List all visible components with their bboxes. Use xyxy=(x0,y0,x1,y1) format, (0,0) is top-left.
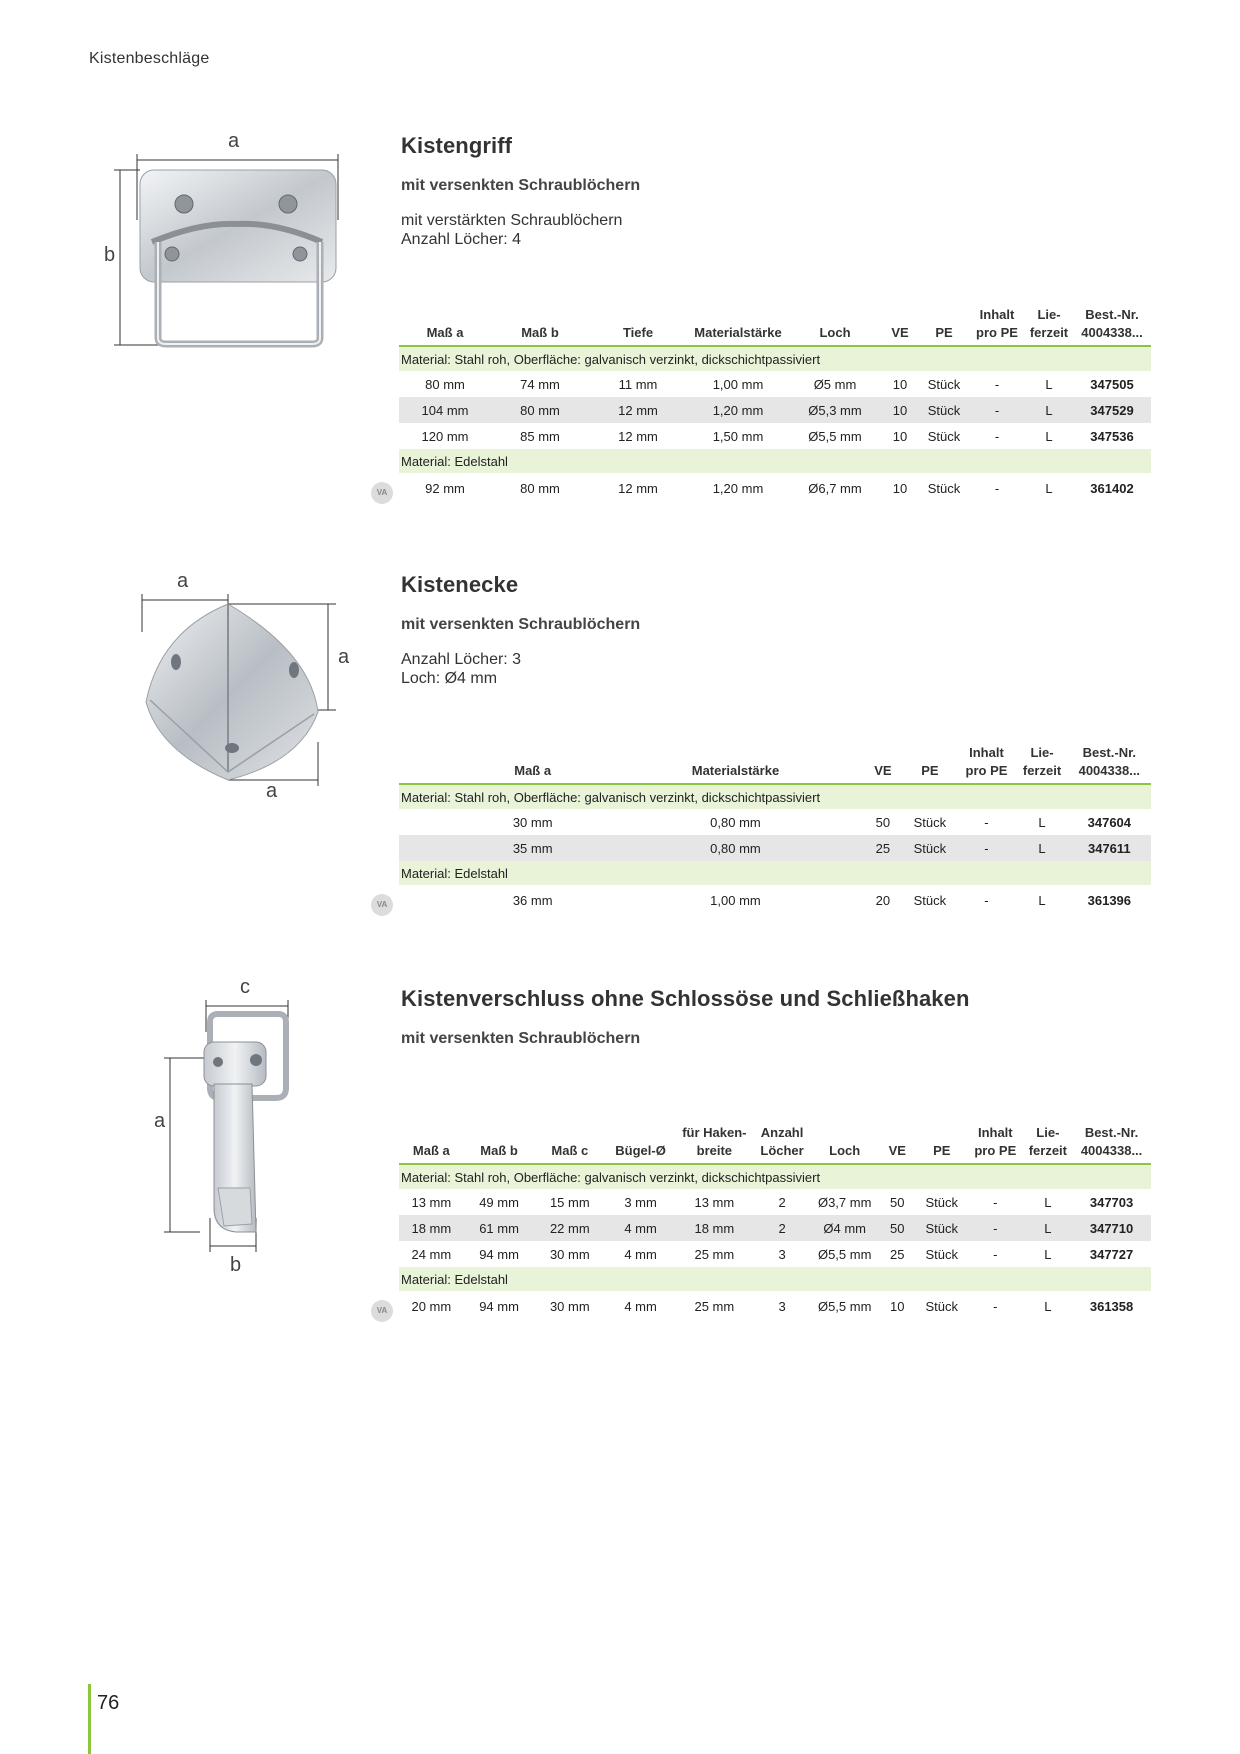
table-row xyxy=(399,473,1151,503)
column-header: Maß b xyxy=(480,1143,518,1158)
order-number-cell: 361396 xyxy=(1087,892,1132,908)
table-cell: 4 mm xyxy=(624,1298,657,1314)
order-number-cell: 361358 xyxy=(1089,1298,1134,1314)
table-cell: 18 mm xyxy=(399,1215,464,1241)
column-header: PE xyxy=(933,1143,951,1158)
table-cell: Material: Stahl roh, Oberfläche: galvanisch verzinkt, dickschichtpassiviert xyxy=(399,784,1151,809)
column-header: für Haken-breite xyxy=(682,1125,747,1158)
table-cell: 94 mm xyxy=(479,1298,519,1314)
dim-label-b: b xyxy=(230,1254,242,1276)
dim-label-b: b xyxy=(104,244,116,266)
folio-bar xyxy=(88,1684,91,1754)
table-cell: 20 xyxy=(875,892,891,908)
table-cell: Stück xyxy=(913,892,947,908)
table-cell: Material: Edelstahl xyxy=(399,861,1151,885)
material-row xyxy=(399,346,1151,371)
product-subtitle: mit versenkten Schraublöchern xyxy=(401,177,641,194)
table-cell: 18 mm xyxy=(676,1215,753,1241)
material-row xyxy=(399,449,1151,473)
column-header: Materialstärke xyxy=(694,325,782,340)
order-number-cell: 347710 xyxy=(1072,1215,1151,1241)
order-number-cell: 347505 xyxy=(1090,376,1134,392)
table-cell: Ø3,7 mm xyxy=(817,1194,872,1210)
table-cell: - xyxy=(957,835,1017,861)
table-row xyxy=(399,1215,1151,1241)
table-cell: 10 xyxy=(892,428,908,444)
order-number-cell: 347604 xyxy=(1087,814,1132,830)
kistenverschluss-drawing xyxy=(140,976,340,1278)
table-cell: 1,20 mm xyxy=(712,480,764,496)
column-header: Lie-ferzeit xyxy=(1028,1125,1067,1158)
column-header: Tiefe xyxy=(622,325,654,340)
order-number-cell: 347529 xyxy=(1073,397,1151,423)
table-cell: Ø5,5 mm xyxy=(808,428,862,444)
column-header: Best.-Nr. 4004338... xyxy=(1081,307,1143,340)
table-cell: L xyxy=(1044,1194,1052,1210)
column-header: Best.-Nr. 4004338... xyxy=(1080,1125,1143,1158)
dim-label-a-top: a xyxy=(177,570,189,592)
table-cell: - xyxy=(994,480,1000,496)
column-header: Inhalt pro PE xyxy=(976,307,1018,340)
description-line: Loch: Ø4 mm xyxy=(401,670,498,687)
table-cell: L xyxy=(1024,1215,1073,1241)
dim-label-c: c xyxy=(240,976,250,998)
table-header-row xyxy=(399,304,1151,346)
table-cell: 2 xyxy=(753,1215,812,1241)
table-row xyxy=(399,1189,1151,1215)
product-subtitle: mit versenkten Schraublöchern xyxy=(401,1030,641,1047)
column-header: PE xyxy=(921,763,939,778)
table-cell: 10 xyxy=(892,376,908,392)
table-cell: - xyxy=(984,892,989,908)
table-row xyxy=(399,835,1151,861)
table-cell: 104 mm xyxy=(399,397,491,423)
table-cell: Stück xyxy=(927,480,961,496)
table-cell: 0,80 mm xyxy=(608,835,862,861)
column-header: Bügel-Ø xyxy=(615,1143,666,1158)
table-cell: - xyxy=(994,428,1000,444)
table-cell: 3 mm xyxy=(624,1194,657,1210)
table-cell: - xyxy=(993,1246,998,1262)
product-title: Kistenverschluss ohne Schlossöse und Schließhaken xyxy=(401,986,970,1011)
table-cell: 22 mm xyxy=(534,1215,605,1241)
table-cell: Stück xyxy=(927,376,961,392)
table-cell: Ø6,7 mm xyxy=(808,480,862,496)
table-cell: L xyxy=(1045,480,1053,496)
table-cell: 120 mm xyxy=(421,428,469,444)
order-number-cell: 347703 xyxy=(1089,1194,1134,1210)
table-cell: 80 mm xyxy=(491,397,589,423)
table-cell: L xyxy=(1038,814,1046,830)
product-subtitle: mit versenkten Schraublöchern xyxy=(401,616,641,633)
table-cell: L xyxy=(1016,835,1067,861)
table-cell: 25 xyxy=(863,835,904,861)
table-cell: Stück xyxy=(927,428,961,444)
table-cell: 15 mm xyxy=(549,1194,590,1210)
table-row xyxy=(399,423,1151,449)
table-cell: - xyxy=(993,1194,998,1210)
table-row xyxy=(399,885,1151,915)
table-cell: - xyxy=(967,1215,1024,1241)
table-cell: - xyxy=(994,376,1000,392)
table-cell: 61 mm xyxy=(464,1215,535,1241)
table-cell: 12 mm xyxy=(618,480,658,496)
table-row xyxy=(399,1291,1151,1321)
table-cell: 24 mm xyxy=(411,1246,452,1262)
table-cell: 4 mm xyxy=(624,1246,657,1262)
table-cell: L xyxy=(1038,892,1046,908)
order-number-cell: 347727 xyxy=(1089,1246,1134,1262)
table-cell: 1,20 mm xyxy=(687,397,789,423)
dim-label-a: a xyxy=(154,1110,166,1132)
table-cell: 35 mm xyxy=(399,835,608,861)
running-head: Kistenbeschläge xyxy=(89,50,210,67)
column-header: VE xyxy=(891,325,909,340)
table-cell: 3 xyxy=(778,1246,786,1262)
table-cell: Material: Edelstahl xyxy=(399,449,1151,473)
table-cell: 30 mm xyxy=(512,814,553,830)
table-cell: L xyxy=(1044,1246,1052,1262)
column-header: Maß a xyxy=(514,763,552,778)
order-number-cell: 347536 xyxy=(1090,428,1134,444)
table-cell: 50 xyxy=(875,814,891,830)
table-cell: Stück xyxy=(919,397,969,423)
product-description xyxy=(401,650,1161,688)
table-header-row xyxy=(399,1122,1151,1164)
column-header: Loch xyxy=(819,325,851,340)
table-cell: Ø5,5 mm xyxy=(817,1246,872,1262)
product-title: Kistengriff xyxy=(401,133,513,158)
table-cell: 80 mm xyxy=(425,376,465,392)
table-cell: 1,00 mm xyxy=(710,892,761,908)
column-header: VE xyxy=(888,1143,906,1158)
column-header: Maß c xyxy=(551,1143,589,1158)
kistengriff-drawing xyxy=(100,130,360,380)
spec-table-kistengriff xyxy=(399,304,1151,503)
description-line: mit verstärkten Schraublöchern xyxy=(401,212,623,229)
va-badge-icon: VA xyxy=(371,482,393,504)
table-cell: Ø5,5 mm xyxy=(817,1298,872,1314)
material-row xyxy=(399,784,1151,809)
table-cell: Stück xyxy=(916,1215,967,1241)
va-badge-icon: VA xyxy=(371,894,393,916)
dim-label-a-right: a xyxy=(338,646,350,668)
order-number-cell: 347611 xyxy=(1068,835,1151,861)
column-header: Lie-ferzeit xyxy=(1022,745,1062,778)
table-cell: 20 mm xyxy=(411,1298,452,1314)
table-cell: 25 mm xyxy=(694,1246,735,1262)
table-cell: 11 mm xyxy=(618,376,658,392)
column-header: PE xyxy=(935,325,953,340)
table-cell: 4 mm xyxy=(605,1215,676,1241)
column-header: Lie-ferzeit xyxy=(1029,307,1069,340)
order-number-cell: 361402 xyxy=(1090,480,1134,496)
table-row xyxy=(399,397,1151,423)
table-cell: 10 xyxy=(890,1298,905,1314)
kistenecke-drawing xyxy=(120,572,360,812)
table-cell: - xyxy=(984,814,989,830)
table-cell: 80 mm xyxy=(520,480,560,496)
table-cell: 36 mm xyxy=(512,892,553,908)
table-cell: Stück xyxy=(925,1194,958,1210)
table-cell: 85 mm xyxy=(520,428,560,444)
dim-label-a: a xyxy=(228,130,240,152)
table-cell: L xyxy=(1025,397,1073,423)
table-cell: L xyxy=(1044,1298,1052,1314)
description-line: Anzahl Löcher: 3 xyxy=(401,651,522,668)
table-cell: 13 mm xyxy=(694,1194,735,1210)
column-header: Materialstärke xyxy=(691,763,780,778)
table-cell: 12 mm xyxy=(589,397,687,423)
product-title: Kistenecke xyxy=(401,572,519,597)
column-header: Anzahl Löcher xyxy=(760,1125,804,1158)
table-cell: Ø5,3 mm xyxy=(789,397,881,423)
table-row xyxy=(399,371,1151,397)
table-cell: L xyxy=(1045,376,1053,392)
column-header: Best.-Nr. 4004338... xyxy=(1078,745,1141,778)
table-cell: 74 mm xyxy=(520,376,560,392)
table-header-row xyxy=(399,742,1151,784)
table-row xyxy=(399,809,1151,835)
table-cell: 25 xyxy=(890,1246,905,1262)
table-row xyxy=(399,1241,1151,1267)
column-header: Loch xyxy=(829,1143,861,1158)
table-cell: 94 mm xyxy=(479,1246,519,1262)
table-cell: 30 mm xyxy=(549,1246,590,1262)
va-badge-icon: VA xyxy=(371,1300,393,1322)
spec-table-kistenverschluss xyxy=(399,1122,1151,1321)
table-cell: Stück xyxy=(925,1246,958,1262)
table-cell: 2 xyxy=(778,1194,786,1210)
table-cell: 49 mm xyxy=(479,1194,519,1210)
table-cell: L xyxy=(1045,428,1053,444)
column-header: Inhalt pro PE xyxy=(965,745,1008,778)
table-cell: Stück xyxy=(903,835,956,861)
table-cell: 1,00 mm xyxy=(712,376,764,392)
column-header: Maß a xyxy=(426,325,464,340)
table-cell: Stück xyxy=(925,1298,958,1314)
table-cell: 0,80 mm xyxy=(710,814,761,830)
material-row xyxy=(399,861,1151,885)
table-cell: 50 xyxy=(890,1194,905,1210)
table-cell: 30 mm xyxy=(549,1298,590,1314)
column-header: VE xyxy=(874,763,892,778)
column-header: Maß b xyxy=(521,325,559,340)
table-cell: 3 xyxy=(778,1298,786,1314)
table-cell: 92 mm xyxy=(425,480,465,496)
table-cell: Ø5 mm xyxy=(813,376,857,392)
column-header: Inhalt pro PE xyxy=(974,1125,1017,1158)
table-cell: Stück xyxy=(913,814,947,830)
table-cell: - xyxy=(993,1298,998,1314)
material-row xyxy=(399,1267,1151,1291)
dim-label-a-bottom: a xyxy=(266,780,278,802)
product-description xyxy=(401,211,1161,249)
table-cell: Material: Stahl roh, Oberfläche: galvanisch verzinkt, dickschichtpassiviert xyxy=(399,1164,1151,1189)
spec-table-kistenecke xyxy=(399,742,1151,915)
page-number: 76 xyxy=(97,1692,120,1714)
table-cell: Material: Stahl roh, Oberfläche: galvanisch verzinkt, dickschichtpassiviert xyxy=(399,346,1151,371)
table-cell: Material: Edelstahl xyxy=(399,1267,1151,1291)
table-cell: 10 xyxy=(881,397,919,423)
table-cell: 13 mm xyxy=(411,1194,452,1210)
table-cell: 50 xyxy=(878,1215,916,1241)
column-header: Maß a xyxy=(412,1143,450,1158)
table-cell: 10 xyxy=(892,480,908,496)
table-cell: 25 mm xyxy=(694,1298,735,1314)
table-cell: Ø4 mm xyxy=(811,1215,878,1241)
table-cell: - xyxy=(969,397,1025,423)
table-cell: 1,50 mm xyxy=(712,428,764,444)
description-line: Anzahl Löcher: 4 xyxy=(401,231,522,248)
table-cell: 12 mm xyxy=(618,428,658,444)
material-row xyxy=(399,1164,1151,1189)
